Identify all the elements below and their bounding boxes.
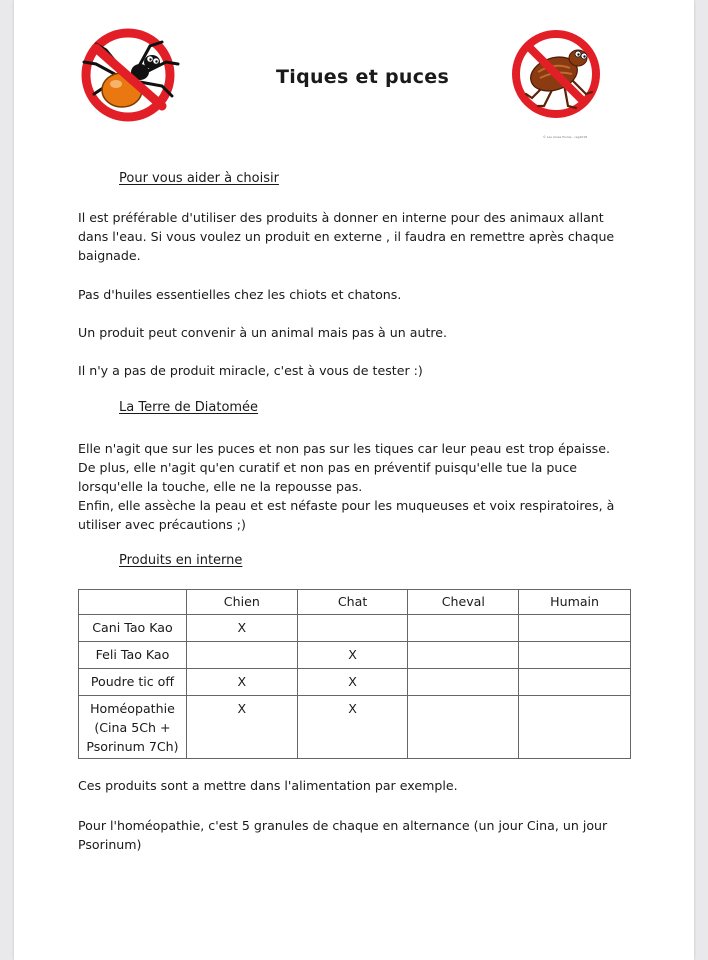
table-cell	[408, 642, 519, 669]
table-cell: X	[297, 696, 408, 759]
table-cell	[519, 615, 631, 642]
section-heading-diatomaceous-earth: La Terre de Diatomée	[119, 400, 259, 415]
table-cell: X	[297, 669, 408, 696]
paragraph-essential-oils: Pas d'huiles essentielles chez les chiots et chatons.	[78, 287, 402, 302]
table-cell: X	[186, 696, 297, 759]
document-page	[14, 0, 694, 960]
paragraph-homeopathy-dosage	[78, 816, 638, 854]
paragraph-no-miracle: Il n'y a pas de produit miracle, c'est à vous de tester :)	[78, 363, 423, 378]
table-cell	[519, 669, 631, 696]
image-credit: © Les Ames Plume - reg2018	[542, 135, 588, 139]
text-line: utiliser avec précautions ;)	[78, 517, 246, 532]
table-cell	[408, 615, 519, 642]
paragraph-product-suitability: Un produit peut convenir à un animal mais pas à un autre.	[78, 325, 448, 340]
table-cell	[519, 696, 631, 759]
table-row	[79, 642, 631, 669]
no-flea-icon	[508, 22, 604, 126]
text-line: Psorinum)	[78, 837, 142, 852]
table-cell	[408, 696, 519, 759]
table-cell	[519, 642, 631, 669]
product-name-cell: Feli Tao Kao	[79, 642, 187, 669]
table-cell: X	[186, 669, 297, 696]
table-header-cell: Chat	[297, 590, 408, 615]
table-cell: X	[297, 642, 408, 669]
product-name-line: Homéopathie	[90, 701, 175, 716]
text-line: lorsqu'elle la touche, elle ne la repousse pas.	[78, 479, 363, 494]
table-cell	[297, 615, 408, 642]
table-header-row	[79, 590, 631, 615]
text-line: Pour l'homéopathie, c'est 5 granules de chaque en alternance (un jour Cina, un jour	[78, 818, 608, 833]
table-cell	[186, 642, 297, 669]
no-tick-icon	[66, 28, 190, 122]
table-header-cell: Chien	[186, 590, 297, 615]
page-title: Tiques et puces	[276, 66, 450, 88]
product-name-cell	[79, 696, 187, 759]
product-name-line: (Cina 5Ch +	[94, 720, 171, 735]
table-row	[79, 615, 631, 642]
table-row	[79, 669, 631, 696]
product-name-cell: Cani Tao Kao	[79, 615, 187, 642]
table-header-cell: Humain	[519, 590, 631, 615]
products-table	[78, 589, 631, 759]
text-line: dans l'eau. Si vous voulez un produit en externe , il faudra en remettre après chaque	[78, 229, 615, 244]
paragraph-internal-products	[78, 208, 638, 265]
text-line: Il est préférable d'utiliser des produits à donner en interne pour des animaux allant	[78, 210, 604, 225]
table-header-cell: Cheval	[408, 590, 519, 615]
table-cell	[408, 669, 519, 696]
text-line: De plus, elle n'agit qu'en curatif et non pas en préventif puisqu'elle tue la puce	[78, 460, 578, 475]
section-heading-choose: Pour vous aider à choisir	[119, 171, 279, 186]
text-line: Elle n'agit que sur les puces et non pas sur les tiques car leur peau est trop épaisse.	[78, 441, 610, 456]
paragraph-in-food: Ces produits sont a mettre dans l'alimentation par exemple.	[78, 778, 458, 793]
table-header-cell	[79, 590, 187, 615]
product-name-cell: Poudre tic off	[79, 669, 187, 696]
table-row	[79, 696, 631, 759]
text-line: baignade.	[78, 248, 141, 263]
table-cell: X	[186, 615, 297, 642]
text-line: Enfin, elle assèche la peau et est néfaste pour les muqueuses et voix respiratoires, à	[78, 498, 615, 513]
paragraph-diatomaceous-earth	[78, 439, 638, 534]
product-name-line: Psorinum 7Ch)	[86, 739, 179, 754]
section-heading-internal-products: Produits en interne	[119, 553, 243, 568]
